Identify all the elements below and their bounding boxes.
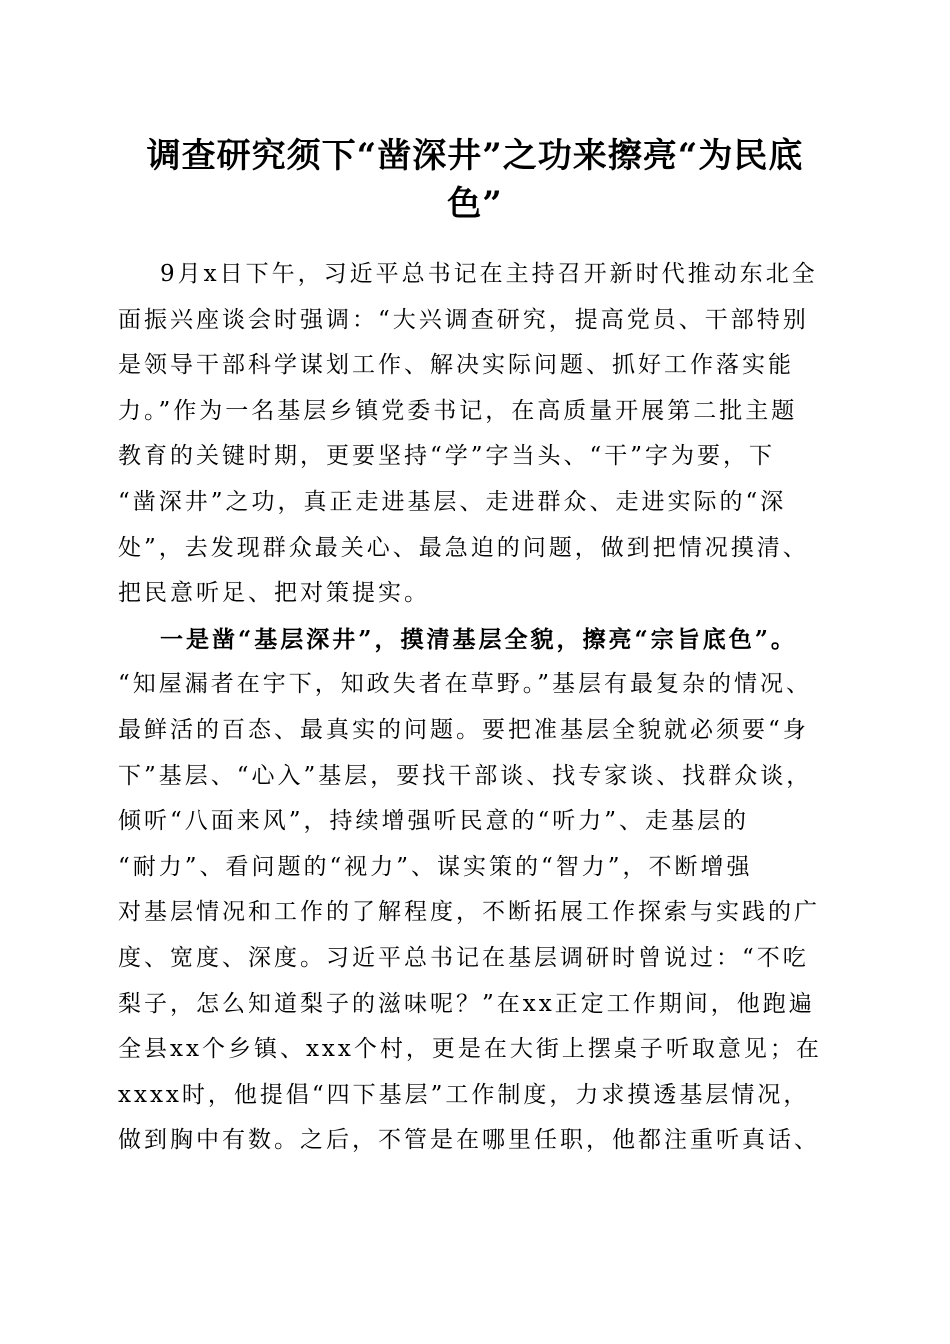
paragraph-2-line: 最鲜活的百态、最真实的问题。要把准基层全貌就必须要“身 <box>118 716 809 743</box>
paragraph-1-line: 面振兴座谈会时强调：“大兴调查研究，提高党员、干部特别 <box>118 306 809 333</box>
paragraph-1-line: “凿深井”之功，真正走进基层、走进群众、走进实际的“深 <box>118 488 787 515</box>
paragraph-2-line: 梨子，怎么知道梨子的滋味呢？”在xx正定工作期间，他跑遍 <box>118 990 815 1017</box>
paragraph-2-line: 全县xx个乡镇、xxx个村，更是在大街上摆桌子听取意见；在 <box>118 1036 822 1063</box>
paragraph-1-line: 力。”作为一名基层乡镇党委书记，在高质量开展第二批主题 <box>118 397 798 424</box>
paragraph-2-line: 度、宽度、深度。习近平总书记在基层调研时曾说过：“不吃 <box>118 944 809 971</box>
paragraph-2-line: 下”基层、“心入”基层，要找干部谈、找专家谈、找群众谈， <box>118 762 813 789</box>
title-line-1: 调查研究须下“凿深井”之功来擦亮“为民底 <box>146 136 804 176</box>
paragraph-2-line: 做到胸中有数。之后，不管是在哪里任职，他都注重听真话、 <box>118 1127 820 1154</box>
paragraph-2-line: 对基层情况和工作的了解程度，不断拓展工作探索与实践的广 <box>118 899 820 926</box>
paragraph-1-line: 把民意听足、把对策提实。 <box>118 580 430 607</box>
paragraph-2-line: 倾听“八面来风”，持续增强听民意的“听力”、走基层的 <box>118 808 750 835</box>
paragraph-2-line: “耐力”、看问题的“视力”、谋实策的“智力”，不断增强 <box>118 853 753 880</box>
paragraph-2-line: xxxx时，他提倡“四下基层”工作制度，力求摸透基层情况， <box>118 1081 810 1108</box>
paragraph-2-line: “知屋漏者在宇下，知政失者在草野。”基层有最复杂的情况、 <box>118 671 813 698</box>
paragraph-2-heading: 一是凿“基层深井”，摸清基层全貌，擦亮“宗旨底色”。 <box>160 625 797 653</box>
paragraph-1-line: 教育的关键时期，更要坚持“学”字当头、“干”字为要，下 <box>118 443 776 470</box>
paragraph-1-line: 9月x日下午，习近平总书记在主持召开新时代推动东北全 <box>160 261 818 287</box>
document-body <box>118 252 836 1164</box>
paragraph-1-line: 是领导干部科学谋划工作、解决实际问题、抓好工作落实能 <box>118 352 794 379</box>
title-line-2: 色” <box>447 184 503 224</box>
document-title <box>110 132 840 228</box>
paragraph-1-line: 处”，去发现群众最关心、最急迫的问题，做到把情况摸清、 <box>118 534 809 561</box>
